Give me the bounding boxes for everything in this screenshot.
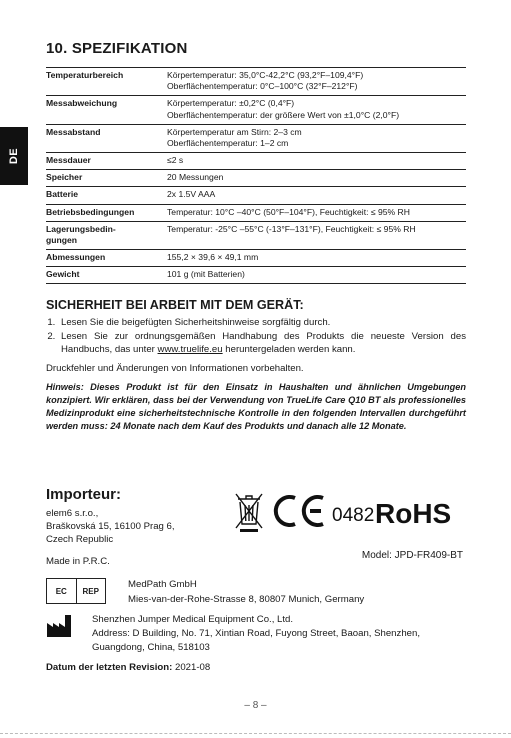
spec-value-line: Oberflächentemperatur: der größere Wert von ±1,0°C (2,0°F) — [167, 109, 400, 120]
spec-value-line: Temperatur: 10°C –40°C (50°F–104°F), Feuchtigkeit: ≤ 95% RH — [167, 206, 410, 217]
ce-mark-icon — [276, 497, 323, 525]
spec-label: Betriebsbedingungen — [46, 206, 135, 217]
manufacturer-icon — [46, 614, 72, 638]
ec-rep-street: Mies-van-der-Rohe-Strasse 8, 80807 Munich, Germany — [128, 594, 365, 606]
safety-item: 1. Lesen Sie die beigefügten Sicherheitshinweise sorgfältig durch. — [58, 316, 466, 329]
spec-value — [167, 96, 466, 124]
section-title: 10. SPEZIFIKATION — [46, 40, 188, 57]
importer-line: Czech Republic — [46, 534, 114, 546]
spec-label: Speicher — [46, 172, 83, 183]
spec-label: Lagerungsbedin- gungen — [46, 223, 116, 245]
spec-row — [46, 250, 466, 267]
spec-label: Abmessungen — [46, 252, 106, 263]
spec-value-line: Oberflächentemperatur: 0°C–100°C (32°F–212°F) — [167, 81, 358, 92]
spec-value-line: Körpertemperatur: 35,0°C-42,2°C (93,2°F–109,4°F) — [167, 70, 364, 80]
spec-value — [167, 170, 466, 187]
spec-label: Gewicht — [46, 269, 80, 280]
spec-value-line: Temperatur: -25°C –55°C (-13°F–131°F), Feuchtigkeit: ≤ 95% RH — [167, 223, 416, 234]
spec-value-line: Körpertemperatur: ±0,2°C (0,4°F) — [167, 98, 295, 109]
page-number: – 8 – — [244, 700, 267, 711]
language-code: DE — [8, 147, 20, 165]
manufacturer-name: Shenzhen Jumper Medical Equipment Co., Ltd. — [92, 614, 294, 625]
rohs-mark: RoHS — [375, 498, 452, 529]
spec-value-line: ≤2 s — [167, 155, 184, 166]
safety-text: Lesen Sie zur ordnungsgemäßen Handhabung des Produkts die neueste Version des Handbuchs, das unter — [61, 330, 466, 355]
safety-list — [46, 316, 466, 356]
spec-row — [46, 96, 466, 124]
safety-title: SICHERHEIT BEI ARBEIT MIT DEM GERÄT: — [46, 298, 304, 313]
spec-value-line: 101 g (mit Batterien) — [167, 269, 245, 280]
spec-value — [167, 267, 466, 284]
spec-row — [46, 68, 466, 96]
spec-value — [167, 153, 466, 170]
reservation-note: Druckfehler und Änderungen von Informationen vorbehalten. — [46, 363, 304, 375]
spec-row — [46, 170, 466, 187]
spec-value — [167, 204, 466, 221]
model-number: Model: JPD-FR409-BT — [361, 550, 463, 561]
manufacturer-street: Address: D Building, No. 71, Xintian Road, Fuyong Street, Baoan, Shenzhen, Guangdong, China, 518103 — [92, 627, 420, 653]
spec-value — [167, 221, 466, 249]
spec-row — [46, 124, 466, 152]
spec-row — [46, 187, 466, 204]
spec-value-line: Körpertemperatur am Stirn: 2–3 cm — [167, 126, 302, 137]
spec-row — [46, 204, 466, 221]
importer-address — [46, 507, 175, 546]
manufacturer-address — [92, 613, 472, 655]
spec-value-line: 155,2 × 39,6 × 49,1 mm — [167, 252, 259, 263]
revision-date — [46, 662, 210, 673]
ec-label: EC — [55, 586, 67, 596]
spec-row — [46, 221, 466, 249]
spec-value — [167, 250, 466, 267]
spec-row — [46, 153, 466, 170]
safety-text: heruntergeladen werden kann. — [222, 343, 356, 355]
language-tab — [0, 127, 28, 185]
spec-label: Temperaturbereich — [46, 70, 124, 80]
spec-value — [167, 187, 466, 204]
spec-table — [46, 67, 466, 284]
spec-value-line: 20 Messungen — [167, 172, 224, 183]
spec-label: Messabstand — [46, 126, 101, 137]
ec-rep-symbol — [46, 578, 106, 604]
website-link[interactable]: www.truelife.eu — [157, 343, 223, 355]
spec-value-line: Oberflächentemperatur: 1–2 cm — [167, 137, 289, 148]
spec-value-line: 2x 1.5V AAA — [167, 189, 216, 200]
revision-label: Datum der letzten Revision: — [46, 662, 173, 673]
spec-row — [46, 267, 466, 284]
ce-number: 0482 — [332, 505, 375, 526]
footer-divider — [0, 733, 511, 734]
main-content — [46, 40, 466, 433]
ec-rep-address — [128, 577, 364, 608]
rep-label: REP — [76, 579, 106, 603]
certification-marks — [235, 490, 463, 535]
ec-rep-name: MedPath GmbH — [128, 579, 197, 590]
weee-bin-icon — [236, 494, 262, 532]
made-in: Made in P.R.C. — [46, 556, 110, 567]
spec-value — [167, 124, 466, 152]
spec-label: Messdauer — [46, 155, 91, 166]
safety-item — [58, 330, 466, 356]
importer-title: Importeur: — [46, 486, 121, 503]
importer-line: elem6 s.r.o., — [46, 508, 99, 519]
spec-label: Messabweichung — [46, 98, 118, 109]
importer-line: Braškovská 15, 16100 Prag 6, — [46, 521, 175, 533]
spec-value — [167, 68, 466, 96]
spec-label: Batterie — [46, 189, 78, 200]
revision-value: 2021-08 — [175, 662, 211, 673]
usage-notice: Hinweis: Dieses Produkt ist für den Einsatz in Haushalten und ähnlichen Umgebungen konzipiert. Wir erklären, dass bei der Verwendung von TrueLife Care Q10 BT als professionelles Medizinprodukt eine sicherheitstechnische Kontrolle in den folgenden Intervallen durchgeführt werden muss: 24 Monate nach dem Kauf des Produkts und danach alle 12 Monate. — [46, 382, 466, 431]
